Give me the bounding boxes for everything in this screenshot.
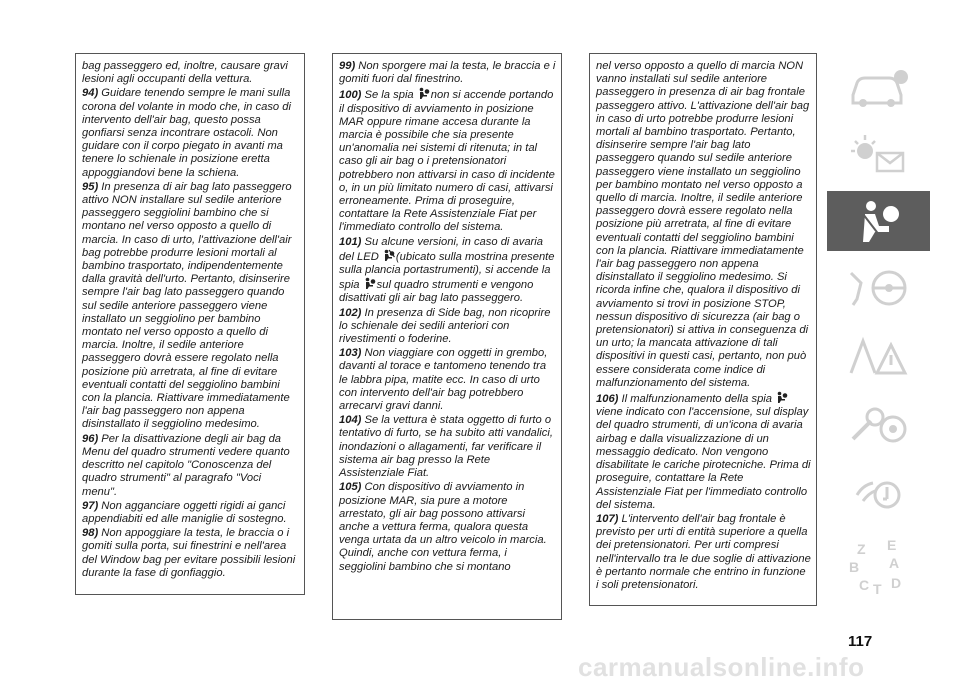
paragraph-number: 104): [339, 414, 362, 427]
paragraph-99: [339, 60, 556, 86]
paragraph-text: In presenza di air bag lato passeggero attivo NON installare sul sedile anteriore passeggero seggiolini bambino che si montano nel verso opposto a quello di marcia. In caso di urto, l'attivazione dell'air bag potrebbe produrre lesioni mortali al bambino trasportato, indipendentemente dalla gravità dell'urto. Pertanto, disinserire sempre l'air bag lato passeggero quando sul sedile anteriore passeggero viene installato un seggiolino per bambino montato nel verso opposto a quello di marcia. Inoltre, il sedile anteriore passeggero dovrà essere regolato nella posizione più arretrata, al fine di evitare eventuali contatti del seggiolino bambini con la plancia. Riattivare immediatamente l'air bag passeggero non appena disinstallato il seggiolino medesimo.: [82, 180, 292, 431]
watermark: carmanualsonline.info: [578, 652, 865, 682]
index-letter: T: [872, 581, 882, 597]
paragraph-number: 96): [82, 432, 99, 445]
paragraph-text: Non appoggiare la testa, le braccia o i gomiti sulla porta, sui finestrini e nell'area del Window bag per evitare possibili lesioni durante la fase di gonfiaggio.: [82, 527, 296, 579]
airbag-warning-icon: [776, 391, 788, 404]
warning-lights-icon: [843, 131, 915, 181]
index-letter: D: [890, 575, 901, 591]
paragraph-number: 100): [339, 89, 362, 102]
paragraph-text: Non viaggiare con oggetti in grembo, davanti al torace e tantomeno tenendo tra le labbra pipa, matite ecc. In caso di urto con intervento dell'air bag potrebbero arrecarvi gravi danni.: [339, 347, 548, 413]
paragraph-text: Il malfunzionamento della spia: [618, 393, 776, 406]
paragraph-95: [82, 181, 299, 432]
paragraph-number: 94): [82, 87, 99, 100]
paragraph-text: Se la vettura è stata oggetto di furto o tentativo di furto, se ha subito atti vandalici, inondazioni o allagamenti, far verificare il sistema air bag presso la Rete Assistenziale Fiat.: [339, 414, 553, 480]
paragraph-100: [339, 87, 556, 234]
paragraph-cont: [596, 60, 811, 390]
index-letter: A: [888, 555, 899, 571]
road-emergency-icon: [843, 331, 915, 381]
paragraph-97: [82, 500, 299, 526]
paragraph-text: L'intervento dell'air bag frontale è previsto per urti di entità superiore a quella dei pretensionatori. Per urti compresi nell'intervallo tra le due soglie di attivazione è pertanto normale che entrino in funzione i soli pretensionatori.: [596, 512, 811, 591]
paragraph-number: 102): [339, 306, 362, 319]
paragraph-101: [339, 236, 556, 306]
paragraph-text: Se la spia: [361, 89, 417, 102]
paragraph-number: 105): [339, 481, 362, 494]
tab-emergency[interactable]: [827, 326, 930, 386]
paragraph-cont: [82, 60, 299, 86]
chapter-tabs: [827, 58, 930, 638]
index-letter: E: [886, 537, 896, 553]
paragraph-text: non si accende portando il dispositivo di avviamento in posizione MAR oppure rimane accesa durante la marcia è possibile che sia presente un'anomalia nei sistemi di ritenuta; in tal caso gli air bag o i pretensionatori potrebbero non attivarsi in caso di incidente o, in un più limitato numero di casi, attivarsi erroneamente. Prima di proseguire, contattare la Rete Assistenziale Fiat per l'immediato controllo del sistema.: [339, 89, 555, 234]
tab-driving[interactable]: [827, 258, 930, 318]
airbag-off-led-icon: [383, 249, 395, 262]
index-letter: B: [848, 559, 859, 575]
alphabetical-index-icon: [843, 534, 915, 598]
tab-car-info[interactable]: [827, 58, 930, 118]
multimedia-icon: [843, 465, 915, 515]
paragraph-102: [339, 307, 556, 347]
paragraph-number: 98): [82, 527, 99, 540]
airbag-warning-icon: [418, 87, 430, 100]
paragraph-number: 97): [82, 499, 99, 512]
paragraph-94: [82, 87, 299, 179]
paragraph-text: Per la disattivazione degli air bag da Menu del quadro strumenti vedere quanto descritto nel capitolo "Conoscenza del quadro strumenti" al paragrafo "Voci menu".: [82, 432, 290, 498]
paragraph-number: 95): [82, 180, 99, 193]
steering-wheel-icon: [843, 263, 915, 313]
tab-index[interactable]: [827, 526, 930, 606]
paragraph-107: [596, 513, 811, 592]
paragraph-text: (ubicato sulla mostrina presente sulla plancia portastrumenti), si accende la spia: [339, 250, 555, 292]
paragraph-number: 106): [596, 393, 619, 406]
paragraph-text: viene indicato con l'accensione, sul display del quadro strumenti, di un'icona di avaria airbag e dalla visualizzazione di un messaggio dedicato. Non vengono disabilitate le cariche pirotecniche. Prima di proseguire, contattare la Rete Assistenziale Fiat per l'immediato controllo del sistema.: [596, 406, 811, 511]
paragraph-text: Su alcune versioni, in caso di avaria del LED: [339, 235, 543, 263]
tab-safety[interactable]: [827, 191, 930, 251]
paragraph-text: sul quadro strumenti e vengono disattivati gli air bag lato passeggero.: [339, 279, 534, 305]
paragraph-text: Non sporgere mai la testa, le braccia e i gomiti fuori dal finestrino.: [339, 60, 556, 86]
paragraph-number: 103): [339, 347, 362, 360]
text-column-3: [589, 53, 817, 606]
paragraph-text: In presenza di Side bag, non ricoprire lo schienale dei sedili anteriori con rivestimenti o foderine.: [339, 306, 551, 346]
index-letter: Z: [856, 541, 866, 557]
tab-warning-lights[interactable]: [827, 126, 930, 186]
paragraph-103: [339, 347, 556, 413]
car-info-icon: [843, 63, 915, 113]
paragraph-105: [339, 481, 556, 573]
paragraph-text: Con dispositivo di avviamento in posizione MAR, sia pure a motore arrestato, gli air bag possono attivarsi anche a vettura ferma, qualora questa venga urtata da un altro veicolo in marcia. Quindi, anche con vettura ferma, i seggiolini bambino che si montano: [339, 481, 547, 573]
seat-safety-icon: [843, 196, 915, 246]
paragraph-96: [82, 433, 299, 499]
paragraph-number: 101): [339, 235, 362, 248]
paragraph-106: [596, 391, 811, 512]
text-column-2: [332, 53, 562, 620]
text-column-1: [75, 53, 305, 595]
paragraph-number: 99): [339, 60, 356, 72]
paragraph-text: bag passeggero ed, inoltre, causare gravi lesioni agli occupanti della vettura.: [82, 60, 288, 86]
paragraph-number: 107): [596, 512, 619, 525]
tab-maintenance[interactable]: [827, 394, 930, 454]
paragraph-text: Non agganciare oggetti rigidi ai ganci appendiabiti ed alle maniglie di sostegno.: [82, 499, 287, 525]
paragraph-text: nel verso opposto a quello di marcia NON vanno installati sul sedile anteriore passeggero in presenza di air bag frontale passeggero attivo. L'attivazione dell'air bag in caso di urto potrebbe produrre lesioni mortali al bambino trasportato. Pertanto, disinserire sempre l'air bag lato passeggero quando sul sedile anteriore passeggero viene installato un seggiolino per bambino montato nel verso opposto a quello di marcia. Inoltre, il sedile anteriore passeggero dovrà essere regolato nella posizione più arretrata, al fine di evitare eventuali contatti del seggiolino bambini con la plancia. Riattivare immediatamente l'air bag passeggero non appena disinstallato il seggiolino medesimo. Si ricorda infine che, qualora il dispositivo di avviamento si trovi in posizione STOP, nessun dispositivo di sicurezza (air bag o pretensionatori) si attiva in conseguenza di un urto; la mancata attivazione di tali dispositivi in questi casi, pertanto, non può essere considerata come indice di malfunzionamento del sistema.: [596, 60, 810, 389]
paragraph-text: Guidare tenendo sempre le mani sulla corona del volante in modo che, in caso di intervento dell'air bag, questo possa gonfiarsi senza incontrare ostacoli. Non guidare con il corpo piegato in avanti ma tenere lo schienale in posizione eretta appoggiandovi bene la schiena.: [82, 87, 291, 179]
airbag-warning-icon: [364, 277, 376, 290]
paragraph-104: [339, 414, 556, 480]
index-letter: C: [858, 577, 869, 593]
maintenance-icon: [843, 399, 915, 449]
page-number: 117: [848, 633, 873, 650]
tab-multimedia[interactable]: [827, 460, 930, 520]
paragraph-98: [82, 527, 299, 580]
